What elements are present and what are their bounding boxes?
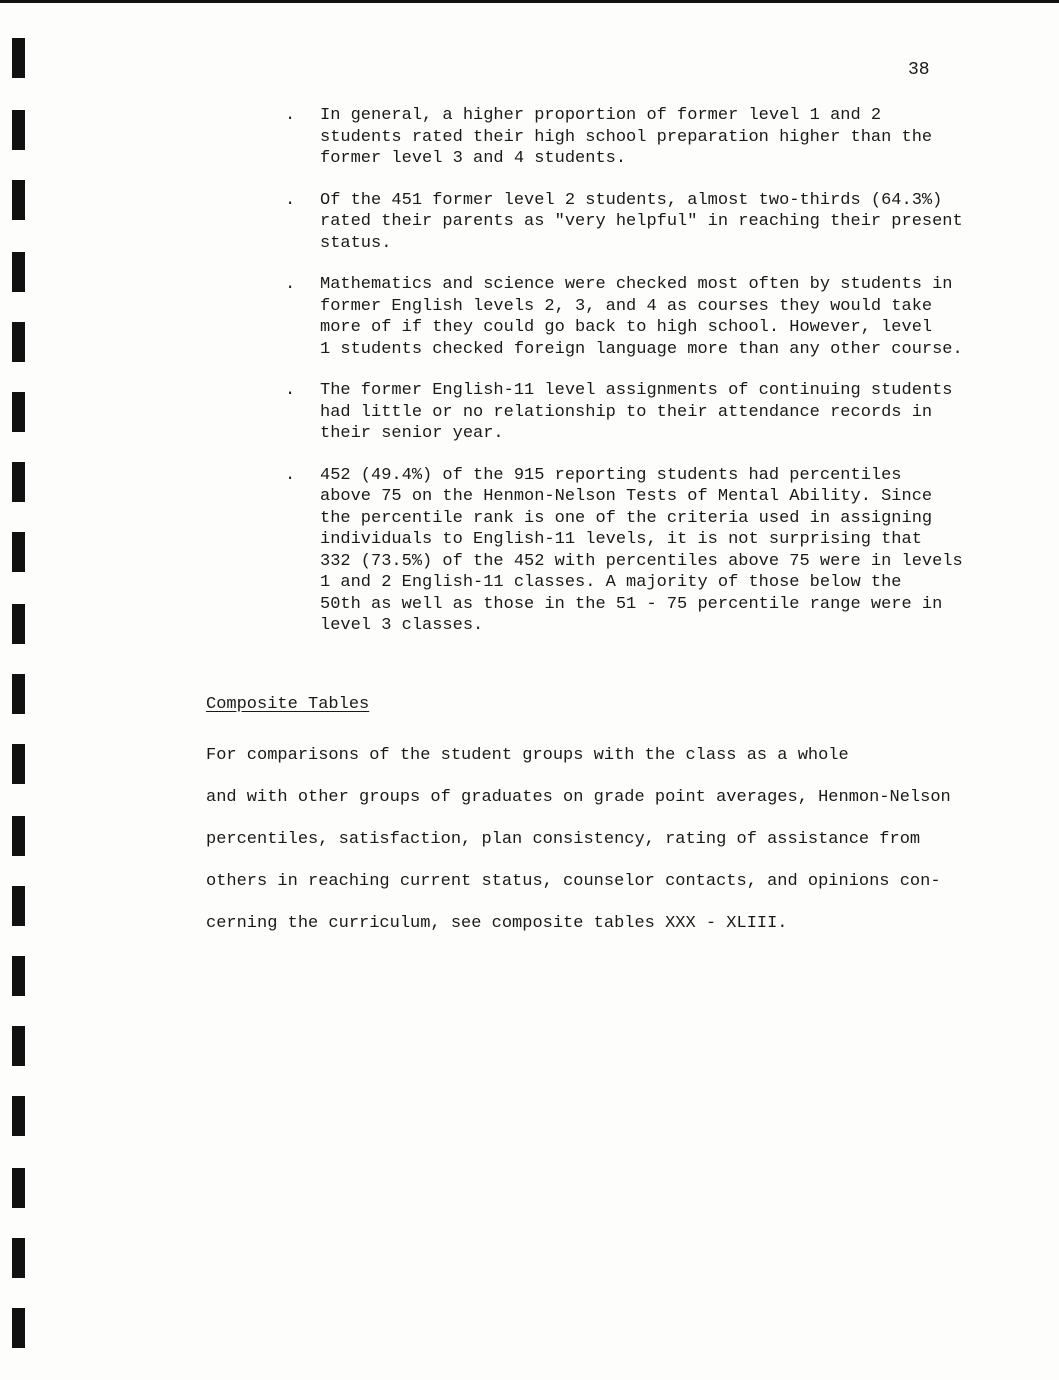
punch-mark — [12, 392, 25, 432]
punch-mark — [12, 110, 25, 150]
bullet-dot: . — [285, 275, 296, 294]
bullet-item — [285, 380, 985, 445]
punch-mark — [12, 1026, 25, 1066]
punch-mark — [12, 180, 25, 220]
bullet-text: Mathematics and science were checked most often by students in former English levels 2, 3, and 4 as courses they would take more of if they could go back to high school. However, level 1 students checked foreign language more than any other course. — [320, 275, 963, 359]
bullet-text: In general, a higher proportion of former level 1 and 2 students rated their high school preparation higher than the former level 3 and 4 students. — [320, 106, 933, 168]
bullet-item — [285, 190, 985, 255]
bullet-text: Of the 451 former level 2 students, almost two-thirds (64.3%) rated their parents as "very helpful" in reaching their present status. — [320, 190, 963, 253]
punch-mark — [12, 322, 25, 362]
bullet-item — [285, 465, 985, 637]
bullet-dot: . — [285, 465, 296, 485]
bullet-text: 452 (49.4%) of the 915 reporting students had percentiles above 75 on the Henmon-Nelson Tests of Mental Ability. Since the percentile rank is one of the criteria used in assigning individuals to English-11 levels, it is not surprising that 332 (73.5%) of the 452 with percentiles above 75 were in levels 1 and 2 English-11 classes. A majority of those below the 50th as well as those in the 51 - 75 percentile range were in level 3 classes. — [320, 465, 963, 635]
punch-mark — [12, 532, 25, 572]
page-number: 38 — [908, 60, 930, 80]
findings-bullet-list — [285, 105, 985, 657]
punch-mark — [12, 1168, 25, 1208]
bullet-item — [285, 274, 985, 360]
punch-mark — [12, 1308, 25, 1348]
punch-mark — [12, 956, 25, 996]
punch-mark — [12, 674, 25, 714]
section-heading: Composite Tables — [206, 695, 370, 714]
binding-punch-strip — [12, 0, 28, 1380]
bullet-dot: . — [285, 106, 296, 125]
scan-top-edge — [0, 0, 1059, 3]
bullet-dot: . — [285, 190, 296, 210]
section-body-paragraph: For comparisons of the student groups with the class as a whole and with other groups of graduates on grade point averages, Henmon-Nelson percentiles, satisfaction, plan consistency, rating of assistance from others in reaching current status, counselor contacts, and opinions con- cerning the curriculum, see composite tables XXX - XLIII. — [206, 746, 951, 933]
bullet-dot: . — [285, 381, 296, 400]
punch-mark — [12, 816, 25, 856]
punch-mark — [12, 252, 25, 292]
bullet-text: The former English-11 level assignments of continuing students had little or no relationship to their attendance records in their senior year. — [320, 381, 953, 443]
punch-mark — [12, 886, 25, 926]
punch-mark — [12, 1238, 25, 1278]
punch-mark — [12, 744, 25, 784]
punch-mark — [12, 1096, 25, 1136]
bullet-item — [285, 105, 985, 170]
punch-mark — [12, 462, 25, 502]
punch-mark — [12, 38, 25, 78]
punch-mark — [12, 604, 25, 644]
